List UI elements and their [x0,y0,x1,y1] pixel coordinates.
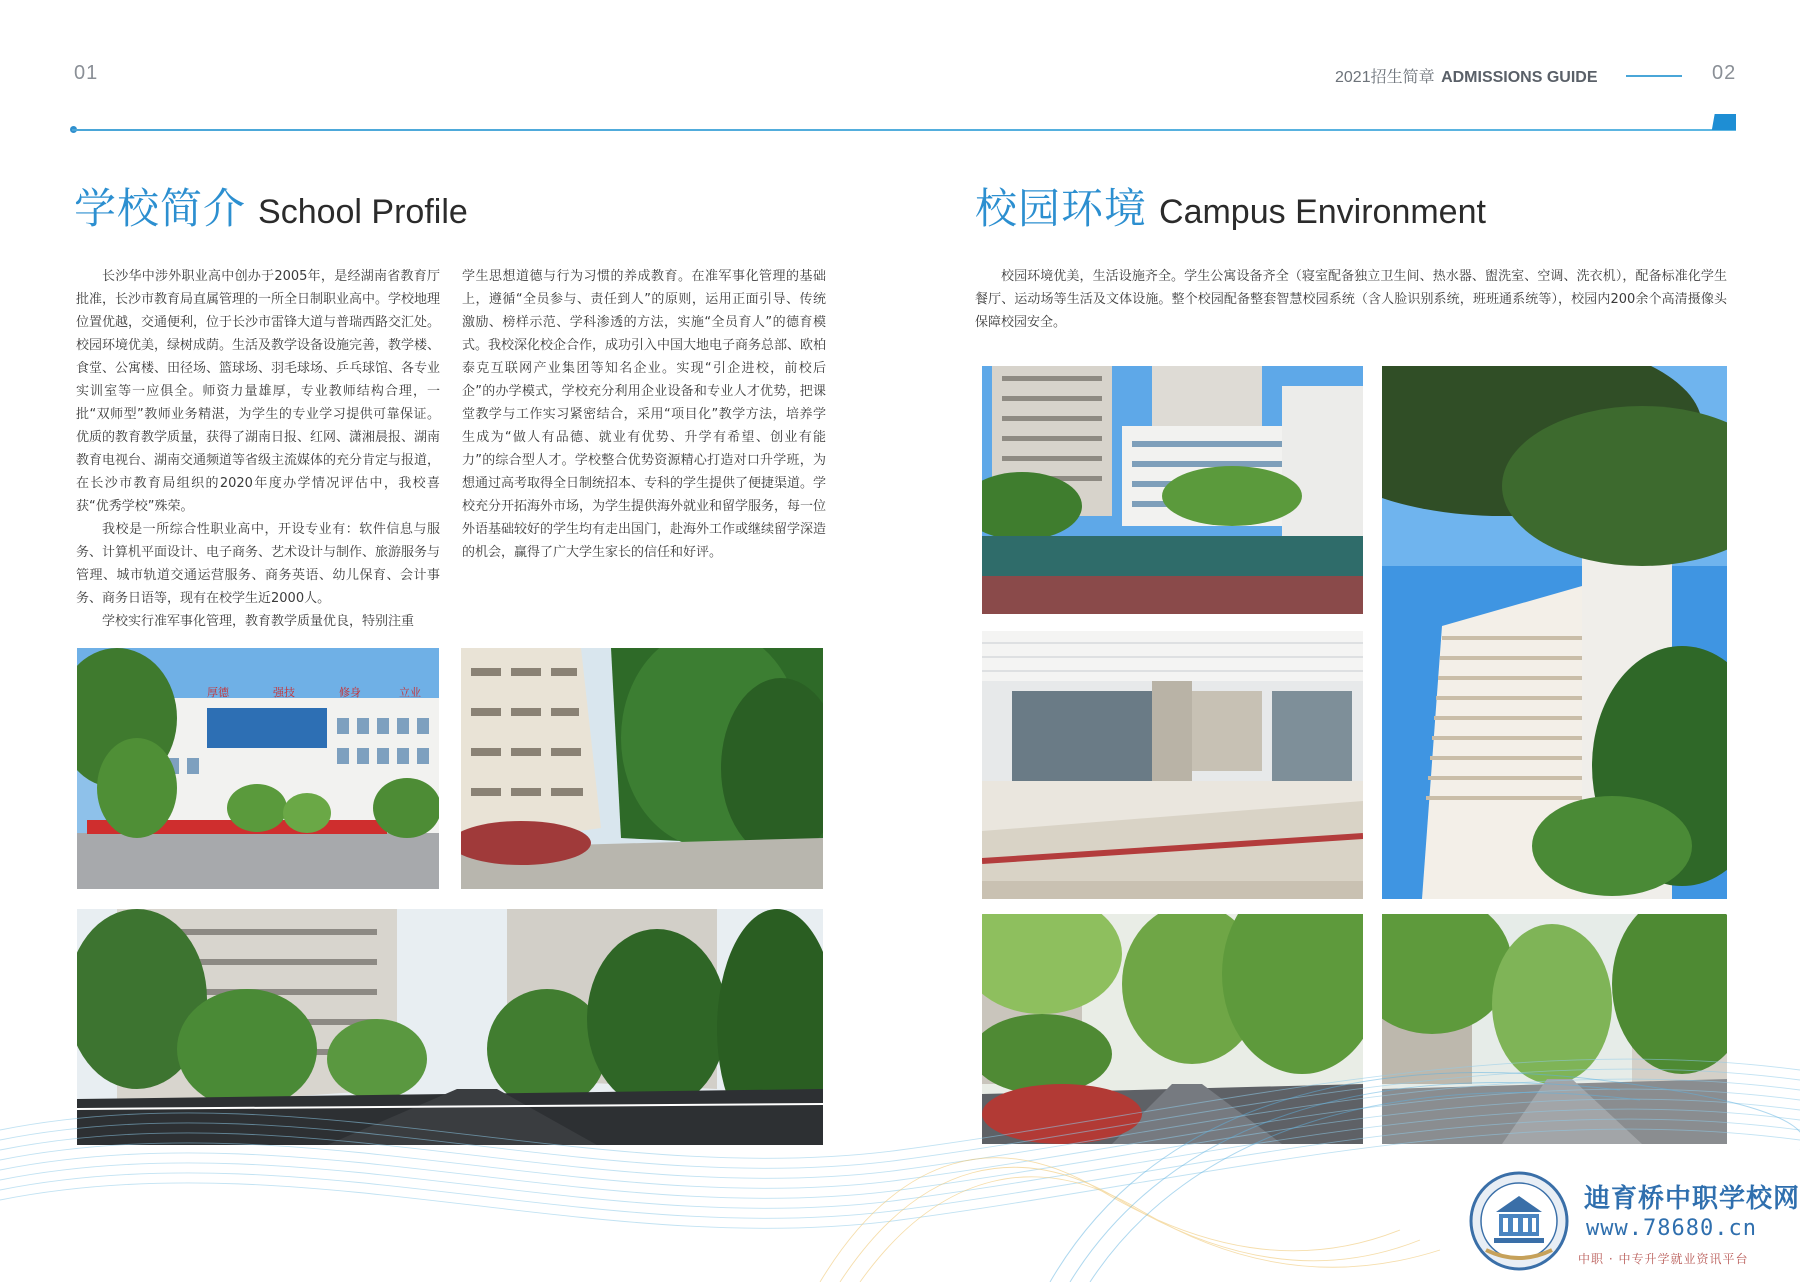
watermark-title: 迪育桥中职学校网 [1584,1184,1800,1214]
header-title-cn: 2021招生简章 [1335,69,1435,86]
header-title-en: ADMISSIONS GUIDE [1441,69,1598,86]
campus-text [975,265,1727,334]
banner-text: 厚德 [207,686,229,699]
profile-column-1 [76,265,440,633]
running-header [1335,64,1598,87]
photo-main-building [77,648,439,889]
page-number-right: 02 [1712,62,1737,84]
school-profile-title [74,176,468,236]
section-title-cn: 学校简介 [74,184,247,233]
section-title-en: School Profile [258,193,468,231]
watermark [1468,1170,1800,1278]
photo-lobby [982,631,1363,899]
banner-text: 强技 [273,686,295,699]
profile-paragraph: 学校实行准军事化管理，教育教学质量优良，特别注重 [102,614,415,629]
section-title-cn: 校园环境 [975,184,1148,233]
watermark-subtitle: 中职 · 中专升学就业资讯平台 [1578,1252,1749,1266]
watermark-seal-icon [1468,1170,1570,1272]
page-number-left: 01 [74,62,99,84]
photo-tall-building [1382,366,1727,899]
banner-text: 立业 [399,686,421,699]
section-title-en: Campus Environment [1159,193,1486,231]
watermark-url: www.78680.cn [1586,1216,1757,1241]
campus-environment-title [975,176,1486,236]
top-rule [72,129,1736,131]
photo-dormitory-bamboo [461,648,823,889]
profile-paragraph: 长沙华中涉外职业高中创办于2005年，是经湖南省教育厅批准，长沙市教育局直属管理的一所全日制职业高中。学校地理位置优越，交通便利，位于长沙市雷锋大道与普瑞西路交汇处。校园环境优美，绿树成荫。生活及教学设备设施完善，教学楼、食堂、公寓楼、田径场、篮球场、羽毛球场、乒乓球馆、各专业实训室等一应俱全。师资力量雄厚，专业教师结构合理，一批“双师型”教师业务精湛，为学生的专业学习提供可靠保证。优质的教育教学质量，获得了湖南日报、红网、潇湘晨报、湖南教育电视台、湖南交通频道等省级主流媒体的充分肯定与报道，在长沙市教育局组织的2020年度办学情况评估中，我校喜获“优秀学校”殊荣。 [76,269,441,514]
header-accent-line [1626,75,1682,77]
profile-paragraph: 学生思想道德与行为习惯的养成教育。在准军事化管理的基础上，遵循“全员参与、责任到人”的原则，运用正面引导、传统激励、榜样示范、学科渗透的方法，实施“全员育人”的德育模式。我校深化校企合作，成功引入中国大地电子商务总部、欧柏泰克互联网产业集团等知名企业。实现“引企进校，前校后企”的办学模式，学校充分利用企业设备和专业人才优势，把课堂教学与工作实习紧密结合，采用“项目化”教学方法，培养学生成为“做人有品德、就业有优势、升学有希望、创业有能力”的综合型人才。学校整合优势资源精心打造对口升学班，为想通过高考取得全日制统招本、专科的学生提供了便捷渠道。学校充分开拓海外市场，为学生提供海外就业和留学服务，每一位外语基础较好的学生均有走出国门，赴海外工作或继续留学深造的机会，赢得了广大学生家长的信任和好评。 [462,269,827,560]
profile-paragraph: 我校是一所综合性职业高中，开设专业有：软件信息与服务、计算机平面设计、电子商务、艺术设计与制作、旅游服务与管理、城市轨道交通运营服务、商务英语、幼儿保育、会计事务、商务日语等，现有在校学生近2000人。 [76,522,441,606]
banner-text: 修身 [339,686,361,699]
campus-paragraph: 校园环境优美，生活设施齐全。学生公寓设备齐全（寝室配备独立卫生间、热水器、盥洗室、空调、洗衣机），配备标准化学生餐厅、运动场等生活及文体设施。整个校园配备整套智慧校园系统（含人脸识别系统，班班通系统等），校园内200余个高清摄像头保障校园安全。 [975,269,1727,330]
profile-column-2 [462,265,826,564]
rule-tab [1690,114,1736,130]
photo-basketball-court [982,366,1363,614]
